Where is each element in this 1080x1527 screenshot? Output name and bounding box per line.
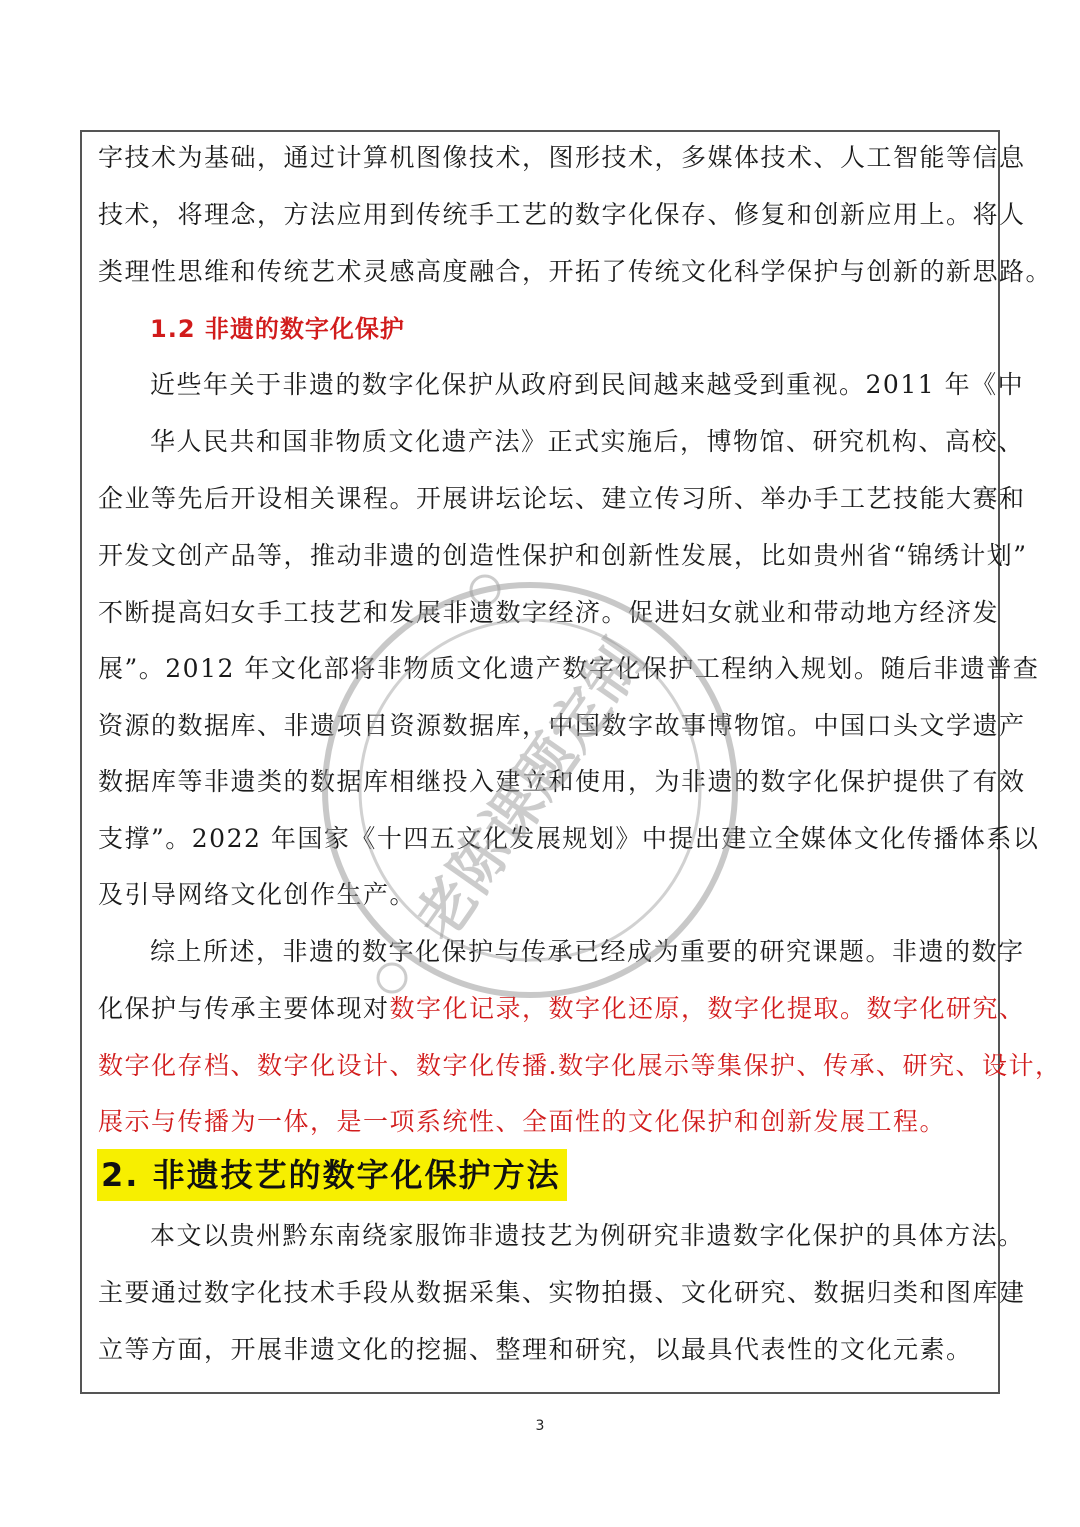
paragraph-line: 主要通过数字化技术手段从数据采集、实物拍摄、文化研究、数据归类和图库建 <box>98 1278 1026 1307</box>
paragraph-line: 资源的数据库、非遗项目资源数据库，中国数字故事博物馆。中国口头文学遗产 <box>98 711 1026 740</box>
paragraph-line: 企业等先后开设相关课程。开展讲坛论坛、建立传习所、举办手工艺技能大赛和 <box>98 484 1026 513</box>
highlighted-line: 数字化存档、数字化设计、数字化传播.数字化展示等集保护、传承、研究、设计， <box>98 1051 1062 1080</box>
section-heading-1-2: 1.2 非遗的数字化保护 <box>150 315 405 343</box>
page-number: 3 <box>535 1418 545 1434</box>
paragraph-line: 立等方面，开展非遗文化的挖掘、整理和研究，以最具代表性的文化元素。 <box>98 1335 973 1364</box>
paragraph-line: 展”。2012 年文化部将非物质文化遗产数字化保护工程纳入规划。随后非遗普查 <box>98 654 1040 683</box>
paragraph-line: 综上所述，非遗的数字化保护与传承已经成为重要的研究课题。非遗的数字 <box>150 937 1025 966</box>
paragraph-line-mixed <box>98 992 1026 1026</box>
paragraph-line: 支撑”。2022 年国家《十四五文化发展规划》中提出建立全媒体文化传播体系以 <box>98 824 1040 853</box>
paragraph-text: 化保护与传承主要体现对 <box>98 994 390 1023</box>
paragraph-line: 近些年关于非遗的数字化保护从政府到民间越来越受到重视。2011 年《中 <box>150 370 1025 399</box>
watermark-text: 老陈课题定制 <box>402 627 658 953</box>
paragraph-line: 技术，将理念，方法应用到传统手工艺的数字化保存、修复和创新应用上。将人 <box>98 200 1026 229</box>
paragraph-line: 及引导网络文化创作生产。 <box>98 880 417 909</box>
paragraph-line: 类理性思维和传统艺术灵感高度融合，开拓了传统文化科学保护与创新的新思路。 <box>98 257 1053 286</box>
paragraph-line: 本文以贵州黔东南绕家服饰非遗技艺为例研究非遗数字化保护的具体方法。 <box>150 1221 1025 1250</box>
highlighted-text: 数字化记录，数字化还原，数字化提取。数字化研究、 <box>389 994 1026 1023</box>
highlighted-line: 展示与传播为一体，是一项系统性、全面性的文化保护和创新发展工程。 <box>98 1107 947 1136</box>
paragraph-line: 华人民共和国非物质文化遗产法》正式实施后，博物馆、研究机构、高校、 <box>150 427 1025 456</box>
paragraph-line: 字技术为基础，通过计算机图像技术，图形技术，多媒体技术、人工智能等信息 <box>98 143 1026 172</box>
section-heading-2: 2. 非遗技艺的数字化保护方法 <box>97 1149 567 1201</box>
paragraph-line: 开发文创产品等，推动非遗的创造性保护和创新性发展，比如贵州省“锦绣计划” <box>98 541 1028 570</box>
paragraph-line: 数据库等非遗类的数据库相继投入建立和使用，为非遗的数字化保护提供了有效 <box>98 767 1026 796</box>
paragraph-line: 不断提高妇女手工技艺和发展非遗数字经济。促进妇女就业和带动地方经济发 <box>98 598 1000 627</box>
